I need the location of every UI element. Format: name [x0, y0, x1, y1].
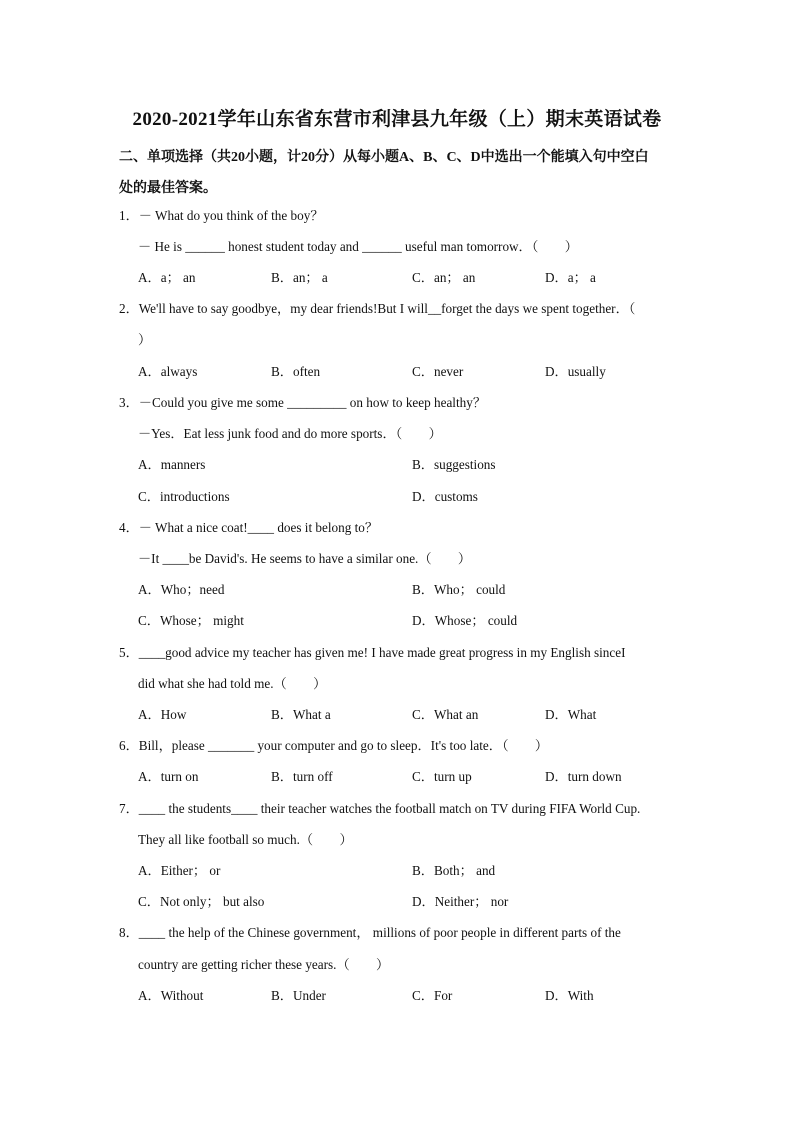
question-4-stem: 4．－ What a nice coat!____ does it belong to？: [119, 520, 379, 535]
question-2-option-c: C．never: [412, 364, 464, 379]
question-2-option-b: B．often: [271, 364, 321, 379]
question-8-stem-cont: country are getting richer these years.（ ）: [138, 957, 390, 972]
question-5-option-c: C．What an: [412, 707, 479, 722]
question-8-option-c: C．For: [412, 988, 453, 1003]
question-6-option-b: B．turn off: [271, 769, 333, 784]
question-4-option-a: A．Who；need: [138, 582, 225, 597]
question-5-option-b: B．What a: [271, 707, 331, 722]
question-1-stem-cont: － He is ______ honest student today and ______ useful man tomorrow．（ ）: [138, 239, 578, 254]
question-6-option-c: C．turn up: [412, 769, 472, 784]
question-8-option-a: A．Without: [138, 988, 204, 1003]
question-1-option-d: D．a； a: [545, 270, 596, 285]
question-7-stem: 7．____ the students____ their teacher watches the football match on TV during FIFA World Cup.: [119, 801, 641, 816]
question-4-option-d: D．Whose； could: [412, 613, 518, 628]
question-8-stem: 8．____ the help of the Chinese government， millions of poor people in different parts of the: [119, 925, 621, 940]
question-5-stem: 5．____good advice my teacher has given me! I have made great progress in my English sinceI: [119, 645, 626, 660]
question-2-stem: 2．We'll have to say goodbye，my dear friends!But I will__forget the days we spent together．（: [119, 301, 636, 316]
question-3-stem-cont: －Yes．Eat less junk food and do more sports．（ ）: [138, 426, 442, 441]
question-8-option-b: B．Under: [271, 988, 326, 1003]
question-1-option-c: C．an； an: [412, 270, 476, 285]
question-7-option-a: A．Either； or: [138, 863, 221, 878]
question-3-option-c: C．introductions: [138, 489, 230, 504]
exam-title: 2020-2021学年山东省东营市利津县九年级（上）期末英语试卷: [132, 109, 662, 130]
question-3-stem: 3．－Could you give me some _________ on how to keep healthy？: [119, 395, 487, 410]
section-heading-line2: 处的最佳答案。: [119, 181, 217, 196]
question-5-option-d: D．What: [545, 707, 597, 722]
question-7-option-c: C．Not only； but also: [138, 894, 265, 909]
question-2-option-a: A．always: [138, 364, 198, 379]
question-5-option-a: A．How: [138, 707, 187, 722]
question-2-option-d: D．usually: [545, 364, 606, 379]
question-4-option-b: B．Who； could: [412, 582, 506, 597]
question-8-option-d: D．With: [545, 988, 594, 1003]
question-3-option-b: B．suggestions: [412, 457, 496, 472]
question-3-option-a: A．manners: [138, 457, 206, 472]
section-heading-line1: 二、单项选择（共20小题，计20分）从每小题A、B、C、D中选出一个能填入句中空白: [119, 150, 649, 165]
question-2-stem-cont: ）: [138, 332, 152, 347]
question-7-option-d: D．Neither； nor: [412, 894, 509, 909]
question-4-option-c: C．Whose； might: [138, 613, 244, 628]
question-7-stem-cont: They all like football so much.（ ）: [138, 832, 353, 847]
question-7-option-b: B．Both； and: [412, 863, 496, 878]
question-5-stem-cont: did what she had told me.（ ）: [138, 676, 327, 691]
question-6-stem: 6．Bill，please _______ your computer and go to sleep．It's too late．（ ）: [119, 738, 549, 753]
question-6-option-d: D．turn down: [545, 769, 622, 784]
question-6-option-a: A．turn on: [138, 769, 199, 784]
question-3-option-d: D．customs: [412, 489, 478, 504]
question-1-option-b: B．an； a: [271, 270, 328, 285]
question-1-stem: 1．－ What do you think of the boy？: [119, 208, 324, 223]
question-1-option-a: A．a； an: [138, 270, 196, 285]
question-4-stem-cont: －It ____be David's. He seems to have a similar one.（ ）: [138, 551, 472, 566]
